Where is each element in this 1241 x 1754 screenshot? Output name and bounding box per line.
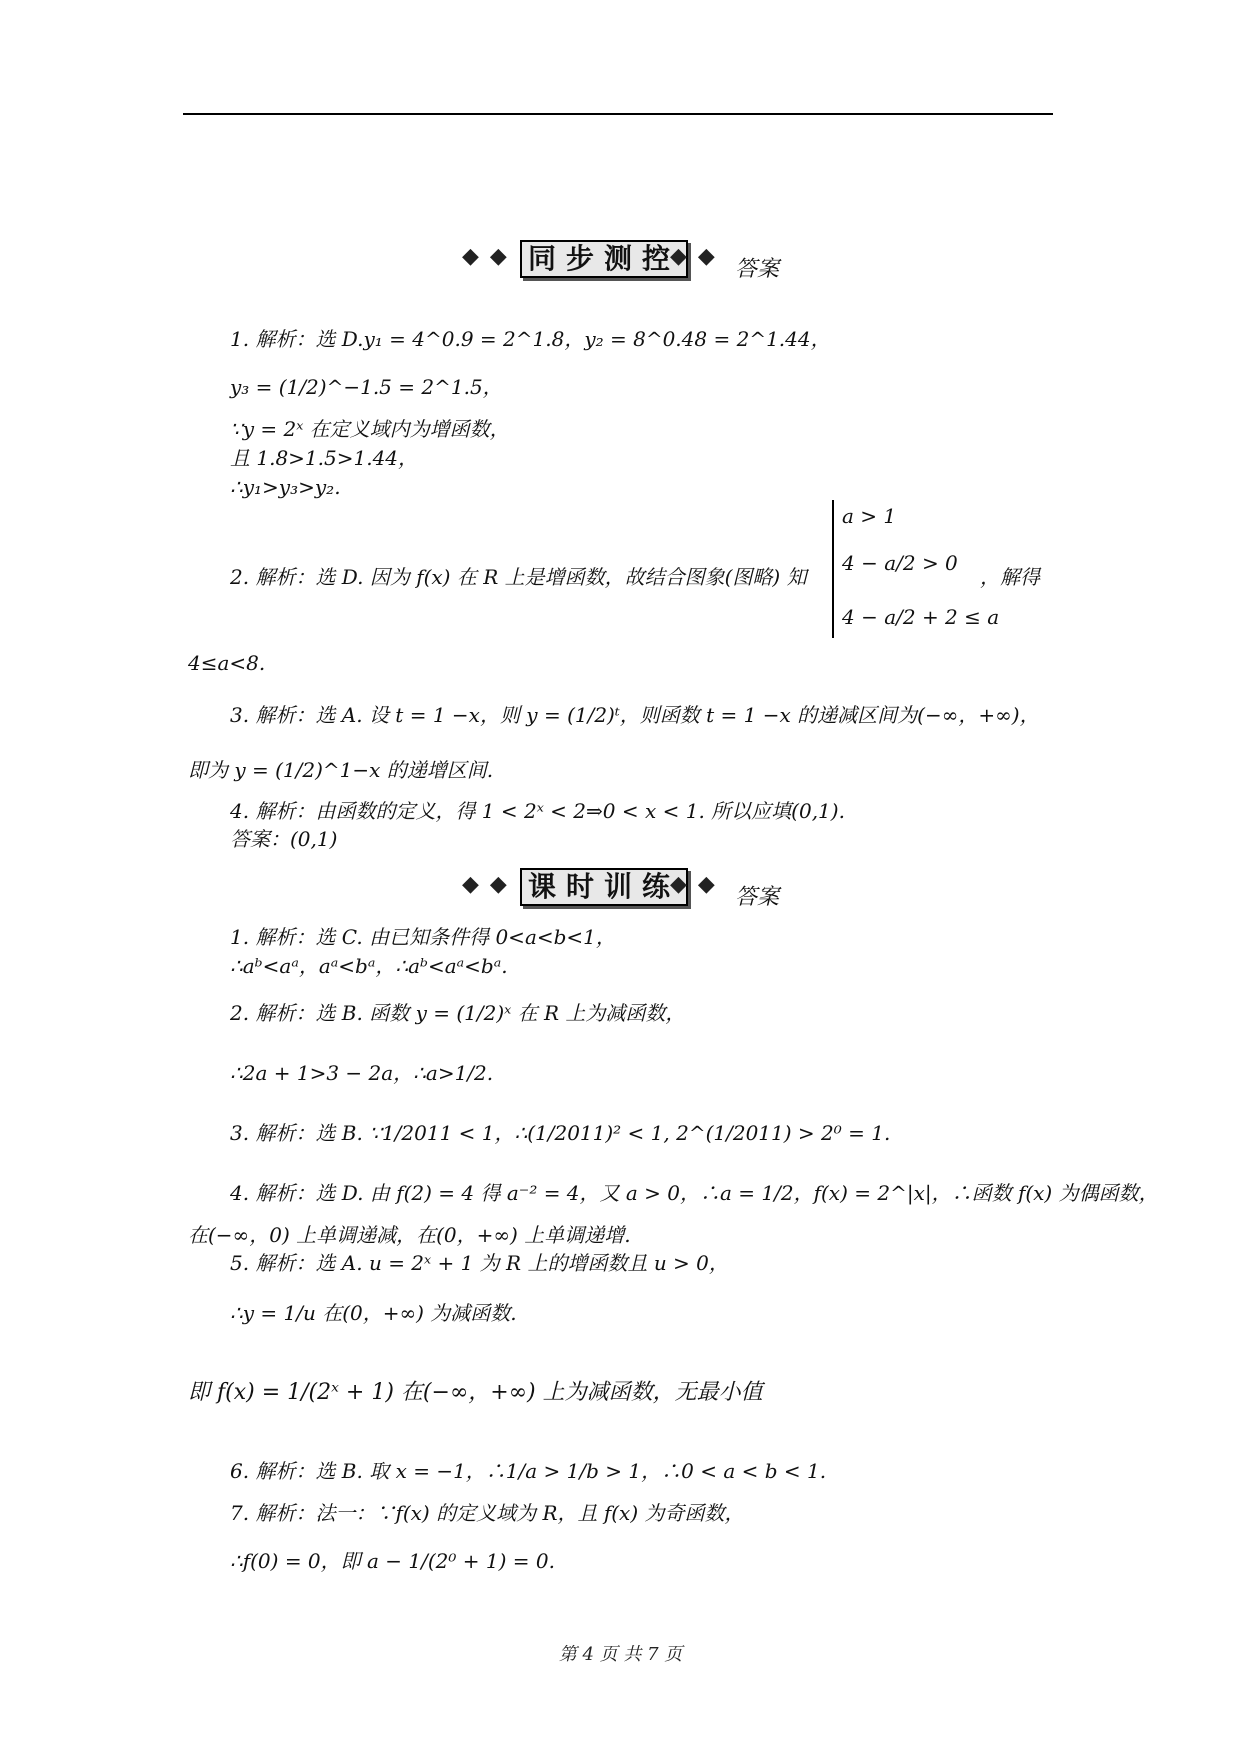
text-line: ∴2a + 1>3 − 2a，∴a>1/2. [230, 1061, 494, 1085]
diamond-icon: ◆ ◆ [462, 872, 509, 897]
text-line: 即为 y = (1/2)^1−x 的递增区间. [188, 758, 494, 782]
section-title: 同步测控 [520, 240, 688, 278]
text-line: 4. 解析：由函数的定义，得 1 < 2ˣ < 2⇒0 < x < 1. 所以应填(0,1). [230, 799, 845, 823]
text-line: 6. 解析：选 B. 取 x = −1，∴1/a > 1/b > 1，∴0 < a < b < 1. [230, 1459, 827, 1483]
text-line: 即 f(x) = 1/(2ˣ + 1) 在(−∞，+∞) 上为减函数，无最小值 [188, 1380, 763, 1405]
header-rule [183, 113, 1053, 115]
text-line: ∴aᵇ<aᵃ，aᵃ<bᵃ，∴aᵇ<aᵃ<bᵃ. [230, 954, 508, 978]
section-title-row [0, 240, 1241, 290]
text-line: 4≤a<8. [188, 651, 266, 675]
text-line: ，解得 [980, 565, 1040, 589]
diamond-icon: ◆ ◆ [670, 872, 717, 897]
text-line: 1. 解析：选 C. 由已知条件得 0<a<b<1， [230, 925, 616, 949]
page-footer: 第 4 页 共 7 页 [558, 1644, 683, 1665]
text-line: 3. 解析：选 B. ∵1/2011 < 1，∴(1/2011)² < 1, 2^(1/2011) > 2⁰ = 1. [230, 1121, 891, 1145]
text-line: 7. 解析：法一：∵f(x) 的定义域为 R，且 f(x) 为奇函数， [230, 1501, 745, 1525]
text-line: 在(−∞，0) 上单调递减，在(0，+∞) 上单调递增. [188, 1223, 631, 1247]
text-line: 3. 解析：选 A. 设 t = 1 −x，则 y = (1/2)ᵗ，则函数 t = 1 −x 的递减区间为(−∞，+∞)， [230, 703, 1040, 727]
section-title-row [0, 868, 1241, 918]
system-line: 4 − a/2 + 2 ≤ a [842, 605, 1000, 629]
text-line: ∴y₁>y₃>y₂. [230, 475, 341, 499]
system-brace [832, 500, 840, 638]
text-line: ∴f(0) = 0，即 a − 1/(2⁰ + 1) = 0. [230, 1549, 555, 1573]
text-line: 答案：(0,1) [230, 827, 338, 851]
text-line: 4. 解析：选 D. 由 f(2) = 4 得 a⁻² = 4，又 a > 0，∴a = 1/2，f(x) = 2^|x|，∴函数 f(x) 为偶函数， [230, 1181, 1159, 1205]
answer-label: 答案 [735, 885, 780, 910]
section-title: 课时训练 [520, 868, 688, 906]
system-line: 4 − a/2 > 0 [842, 551, 958, 575]
system-line: a > 1 [842, 504, 897, 528]
diamond-icon: ◆ ◆ [462, 244, 509, 269]
text-line: ∴y = 1/u 在(0，+∞) 为减函数. [230, 1301, 517, 1325]
text-line: 且 1.8>1.5>1.44， [230, 446, 419, 470]
text-line: y₃ = (1/2)^−1.5 = 2^1.5， [230, 375, 503, 399]
text-line: 2. 解析：选 D. 因为 f(x) 在 R 上是增函数，故结合图象(图略) 知 [230, 565, 807, 589]
text-line: 1. 解析：选 D.y₁ = 4^0.9 = 2^1.8，y₂ = 8^0.48 = 2^1.44， [230, 327, 831, 351]
text-line: ∵y = 2ˣ 在定义域内为增函数， [230, 417, 510, 441]
text-line: 2. 解析：选 B. 函数 y = (1/2)ˣ 在 R 上为减函数， [230, 1001, 686, 1025]
answer-label: 答案 [735, 257, 780, 282]
diamond-icon: ◆ ◆ [670, 244, 717, 269]
text-line: 5. 解析：选 A. u = 2ˣ + 1 为 R 上的增函数且 u > 0， [230, 1251, 729, 1275]
